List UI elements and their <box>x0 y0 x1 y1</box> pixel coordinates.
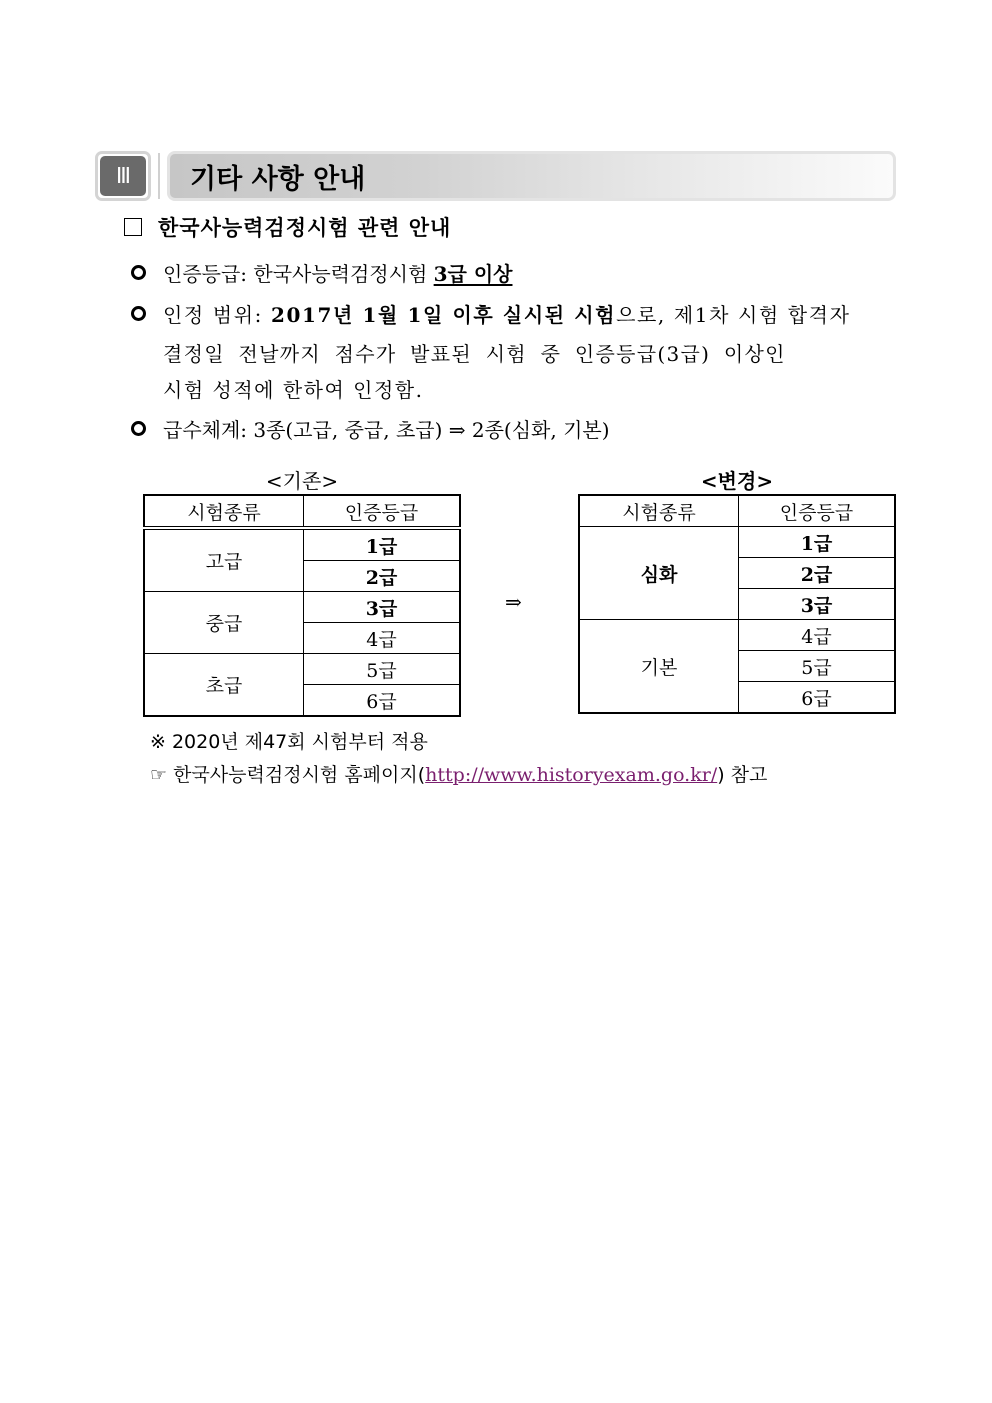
circle-bullet-icon <box>131 306 146 321</box>
circle-bullet-icon <box>131 265 146 280</box>
table-header: 인증등급 <box>304 495 461 528</box>
right-double-arrow-icon: ⇒ <box>505 590 522 614</box>
grade-cell: 5급 <box>739 651 896 682</box>
grade-cell: 4급 <box>739 620 896 651</box>
grade-cell: 3급 <box>739 589 896 620</box>
item-recognition-scope-line3: 시험 성적에 한하여 인정함. <box>163 378 424 402</box>
circle-bullet-icon <box>131 421 146 436</box>
item-label: 급수체계: <box>163 418 248 442</box>
new-grade-table <box>578 494 896 714</box>
reference-text-after: ) 참고 <box>717 764 768 786</box>
grade-cell: 2급 <box>304 561 461 592</box>
exam-type-cell: 초급 <box>144 654 304 717</box>
grade-cell: 1급 <box>304 528 461 561</box>
grade-cell: 5급 <box>304 654 461 685</box>
table-header: 시험종류 <box>144 495 304 528</box>
new-table-caption: <변경> <box>700 469 774 493</box>
grade-cell: 3급 <box>304 592 461 623</box>
section-number-badge <box>95 151 151 201</box>
note-text: 2020년 제47회 시험부터 적용 <box>171 731 428 753</box>
grade-cell: 2급 <box>739 558 896 589</box>
item-emphasis: 2017년 1월 1일 이후 실시된 시험 <box>270 303 617 327</box>
header-divider <box>158 153 160 199</box>
reference-text: 한국사능력검정시험 홈페이지( <box>173 764 426 786</box>
grade-cell: 6급 <box>739 682 896 714</box>
grade-cell: 4급 <box>304 623 461 654</box>
item-text: 한국사능력검정시험 <box>253 262 428 286</box>
effective-note <box>150 727 428 754</box>
old-grade-table <box>143 494 461 717</box>
section-title-bar <box>167 151 896 201</box>
table-header: 시험종류 <box>579 495 739 527</box>
reference-mark-icon: ※ <box>150 731 166 753</box>
subheading: 한국사능력검정시험 관련 안내 <box>158 215 452 240</box>
checkbox-square-icon <box>124 218 142 236</box>
item-grade-system <box>163 414 610 443</box>
section-title: 기타 사항 안내 <box>190 164 366 195</box>
item-text: 으로, 제1차 시험 합격자 <box>616 303 851 327</box>
table-header: 인증등급 <box>739 495 896 527</box>
exam-type-cell: 중급 <box>144 592 304 654</box>
pointing-hand-icon: ☞ <box>150 764 168 786</box>
exam-type-cell: 심화 <box>579 527 739 620</box>
item-label: 인증등급: <box>163 262 248 286</box>
item-recognition-scope-line2: 결정일 전날까지 점수가 발표된 시험 중 인증등급(3급) 이상인 <box>163 342 786 366</box>
homepage-link[interactable]: http://www.historyexam.go.kr/ <box>425 764 718 786</box>
grade-cell: 1급 <box>739 527 896 558</box>
item-recognition-scope <box>163 299 896 328</box>
exam-type-cell: 고급 <box>144 528 304 592</box>
section-number: Ⅲ <box>100 156 146 196</box>
item-emphasis: 3급 이상 <box>433 262 513 286</box>
old-table-caption: <기존> <box>265 469 339 493</box>
item-certification-grade <box>163 258 512 287</box>
item-text: 3종(고급, 중급, 초급) ⇒ 2종(심화, 기본) <box>253 418 610 442</box>
grade-cell: 6급 <box>304 685 461 717</box>
reference-note <box>150 760 767 787</box>
item-label: 인정 범위: <box>163 303 263 327</box>
exam-type-cell: 기본 <box>579 620 739 714</box>
